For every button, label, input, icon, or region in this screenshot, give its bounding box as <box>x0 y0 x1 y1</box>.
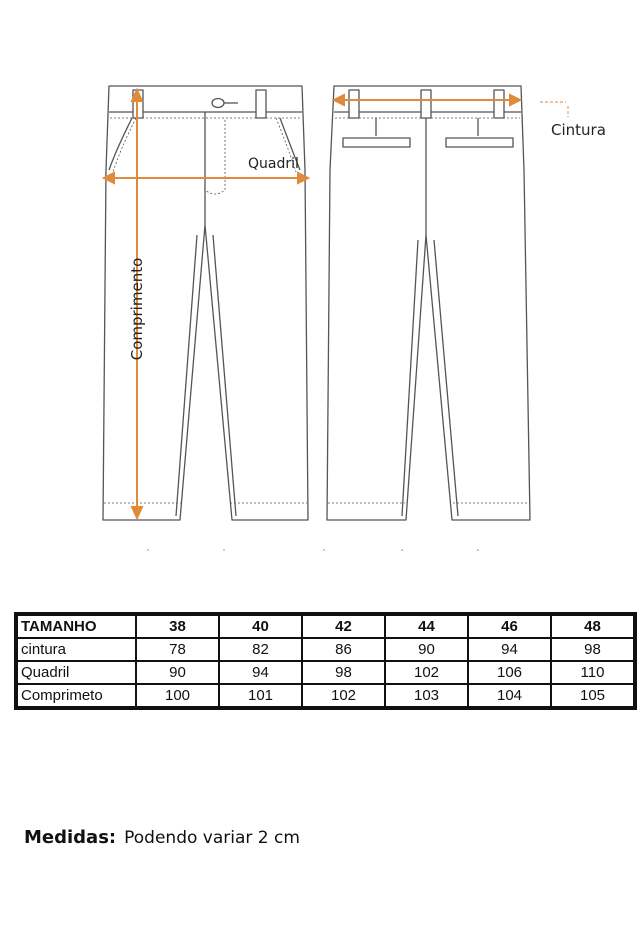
table-cell: 98 <box>552 639 633 660</box>
measurement-note <box>24 827 300 848</box>
table-cell: 98 <box>303 662 384 683</box>
row-label: Comprimeto <box>18 685 135 706</box>
table-cell: 110 <box>552 662 633 683</box>
header-cell: 38 <box>137 616 218 637</box>
note-text: Podendo variar 2 cm <box>124 828 300 848</box>
table-cell: 102 <box>386 662 467 683</box>
table-cell: 106 <box>469 662 550 683</box>
header-cell: 40 <box>220 616 301 637</box>
note-title: Medidas: <box>24 827 117 848</box>
table-cell: 101 <box>220 685 301 706</box>
cintura-label: Cintura <box>551 121 606 139</box>
table-cell: 82 <box>220 639 301 660</box>
table-row <box>18 639 633 660</box>
size-table-header-row <box>18 616 633 637</box>
quadril-label: Quadril <box>248 156 299 172</box>
header-cell: 42 <box>303 616 384 637</box>
table-cell: 103 <box>386 685 467 706</box>
table-cell: 100 <box>137 685 218 706</box>
table-cell: 78 <box>137 639 218 660</box>
table-cell: 94 <box>469 639 550 660</box>
header-cell: 44 <box>386 616 467 637</box>
table-cell: 86 <box>303 639 384 660</box>
table-cell: 105 <box>552 685 633 706</box>
size-table <box>14 612 637 710</box>
table-cell: 90 <box>386 639 467 660</box>
header-cell: 48 <box>552 616 633 637</box>
table-cell: 104 <box>469 685 550 706</box>
table-cell: 102 <box>303 685 384 706</box>
table-cell: 90 <box>137 662 218 683</box>
table-row <box>18 662 633 683</box>
back-pants-outline <box>327 86 530 520</box>
row-label: cintura <box>18 639 135 660</box>
table-row <box>18 685 633 706</box>
comprimento-label: Comprimento <box>128 257 146 361</box>
row-label: Quadril <box>18 662 135 683</box>
header-cell: TAMANHO <box>18 616 135 637</box>
table-cell: 94 <box>220 662 301 683</box>
header-cell: 46 <box>469 616 550 637</box>
